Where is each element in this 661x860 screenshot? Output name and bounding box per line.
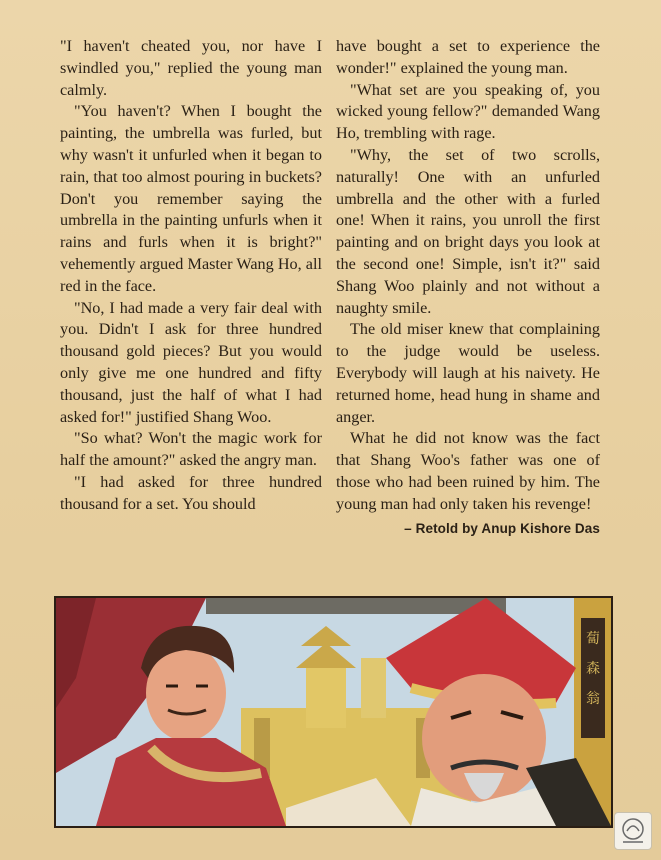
text-column-left <box>60 36 322 516</box>
paragraph: "I had asked for three hundred thousand for a set. You should <box>60 472 322 513</box>
svg-text:蔔: 蔔 <box>586 631 600 647</box>
paragraph: What he did not know was the fact that Shang Woo's father was one of those who had been ruined by him. The young man had only taken his revenge! <box>336 429 600 513</box>
svg-text:森: 森 <box>586 661 600 677</box>
paragraph: "I haven't cheated you, nor have I swindled you," replied the young man calmly. <box>60 37 322 99</box>
paragraph: "Why, the set of two scrolls, naturally! One with an unfurled umbrella and the other with a furled one! When it rains, you unroll the first painting and on bright days you look at the second one! Simple, isn't it?" said Shang Woo plainly and not without a naughty smile. <box>336 145 600 317</box>
paragraph: have bought a set to experience the wonder!" explained the young man. <box>336 37 600 77</box>
author-credit: – Retold by Anup Kishore Das <box>404 520 600 536</box>
paragraph: "So what? Won't the magic work for half the amount?" asked the angry man. <box>60 429 322 470</box>
paragraph: The old miser knew that complaining to the judge would be useless. Everybody will laugh at his naivety. He returned home, head hung in shame and anger. <box>336 320 600 426</box>
publisher-logo-icon <box>614 812 652 850</box>
paragraph: "What set are you speaking of, you wicked young fellow?" demanded Wang Ho, trembling with rage. <box>336 80 600 143</box>
comic-panel-illustration <box>54 596 613 828</box>
paragraph: "You haven't? When I bought the painting, the umbrella was furled, but why wasn't it unfurled when it began to rain, that too almost pouring in buckets? Don't you remember saying the umbrella in the painting unfurls when it rains and furls when it is bright?" vehemently argued Master Wang Ho, all red in the face. <box>60 102 322 295</box>
text-column-right <box>336 36 600 539</box>
svg-text:翁: 翁 <box>586 691 600 707</box>
paragraph: "No, I had made a very fair deal with you. Didn't I ask for three hundred thousand gold pieces? But you would only give me one hundred and fifty thousand, just the half of what I had asked for!" justified Shang Woo. <box>60 298 322 426</box>
